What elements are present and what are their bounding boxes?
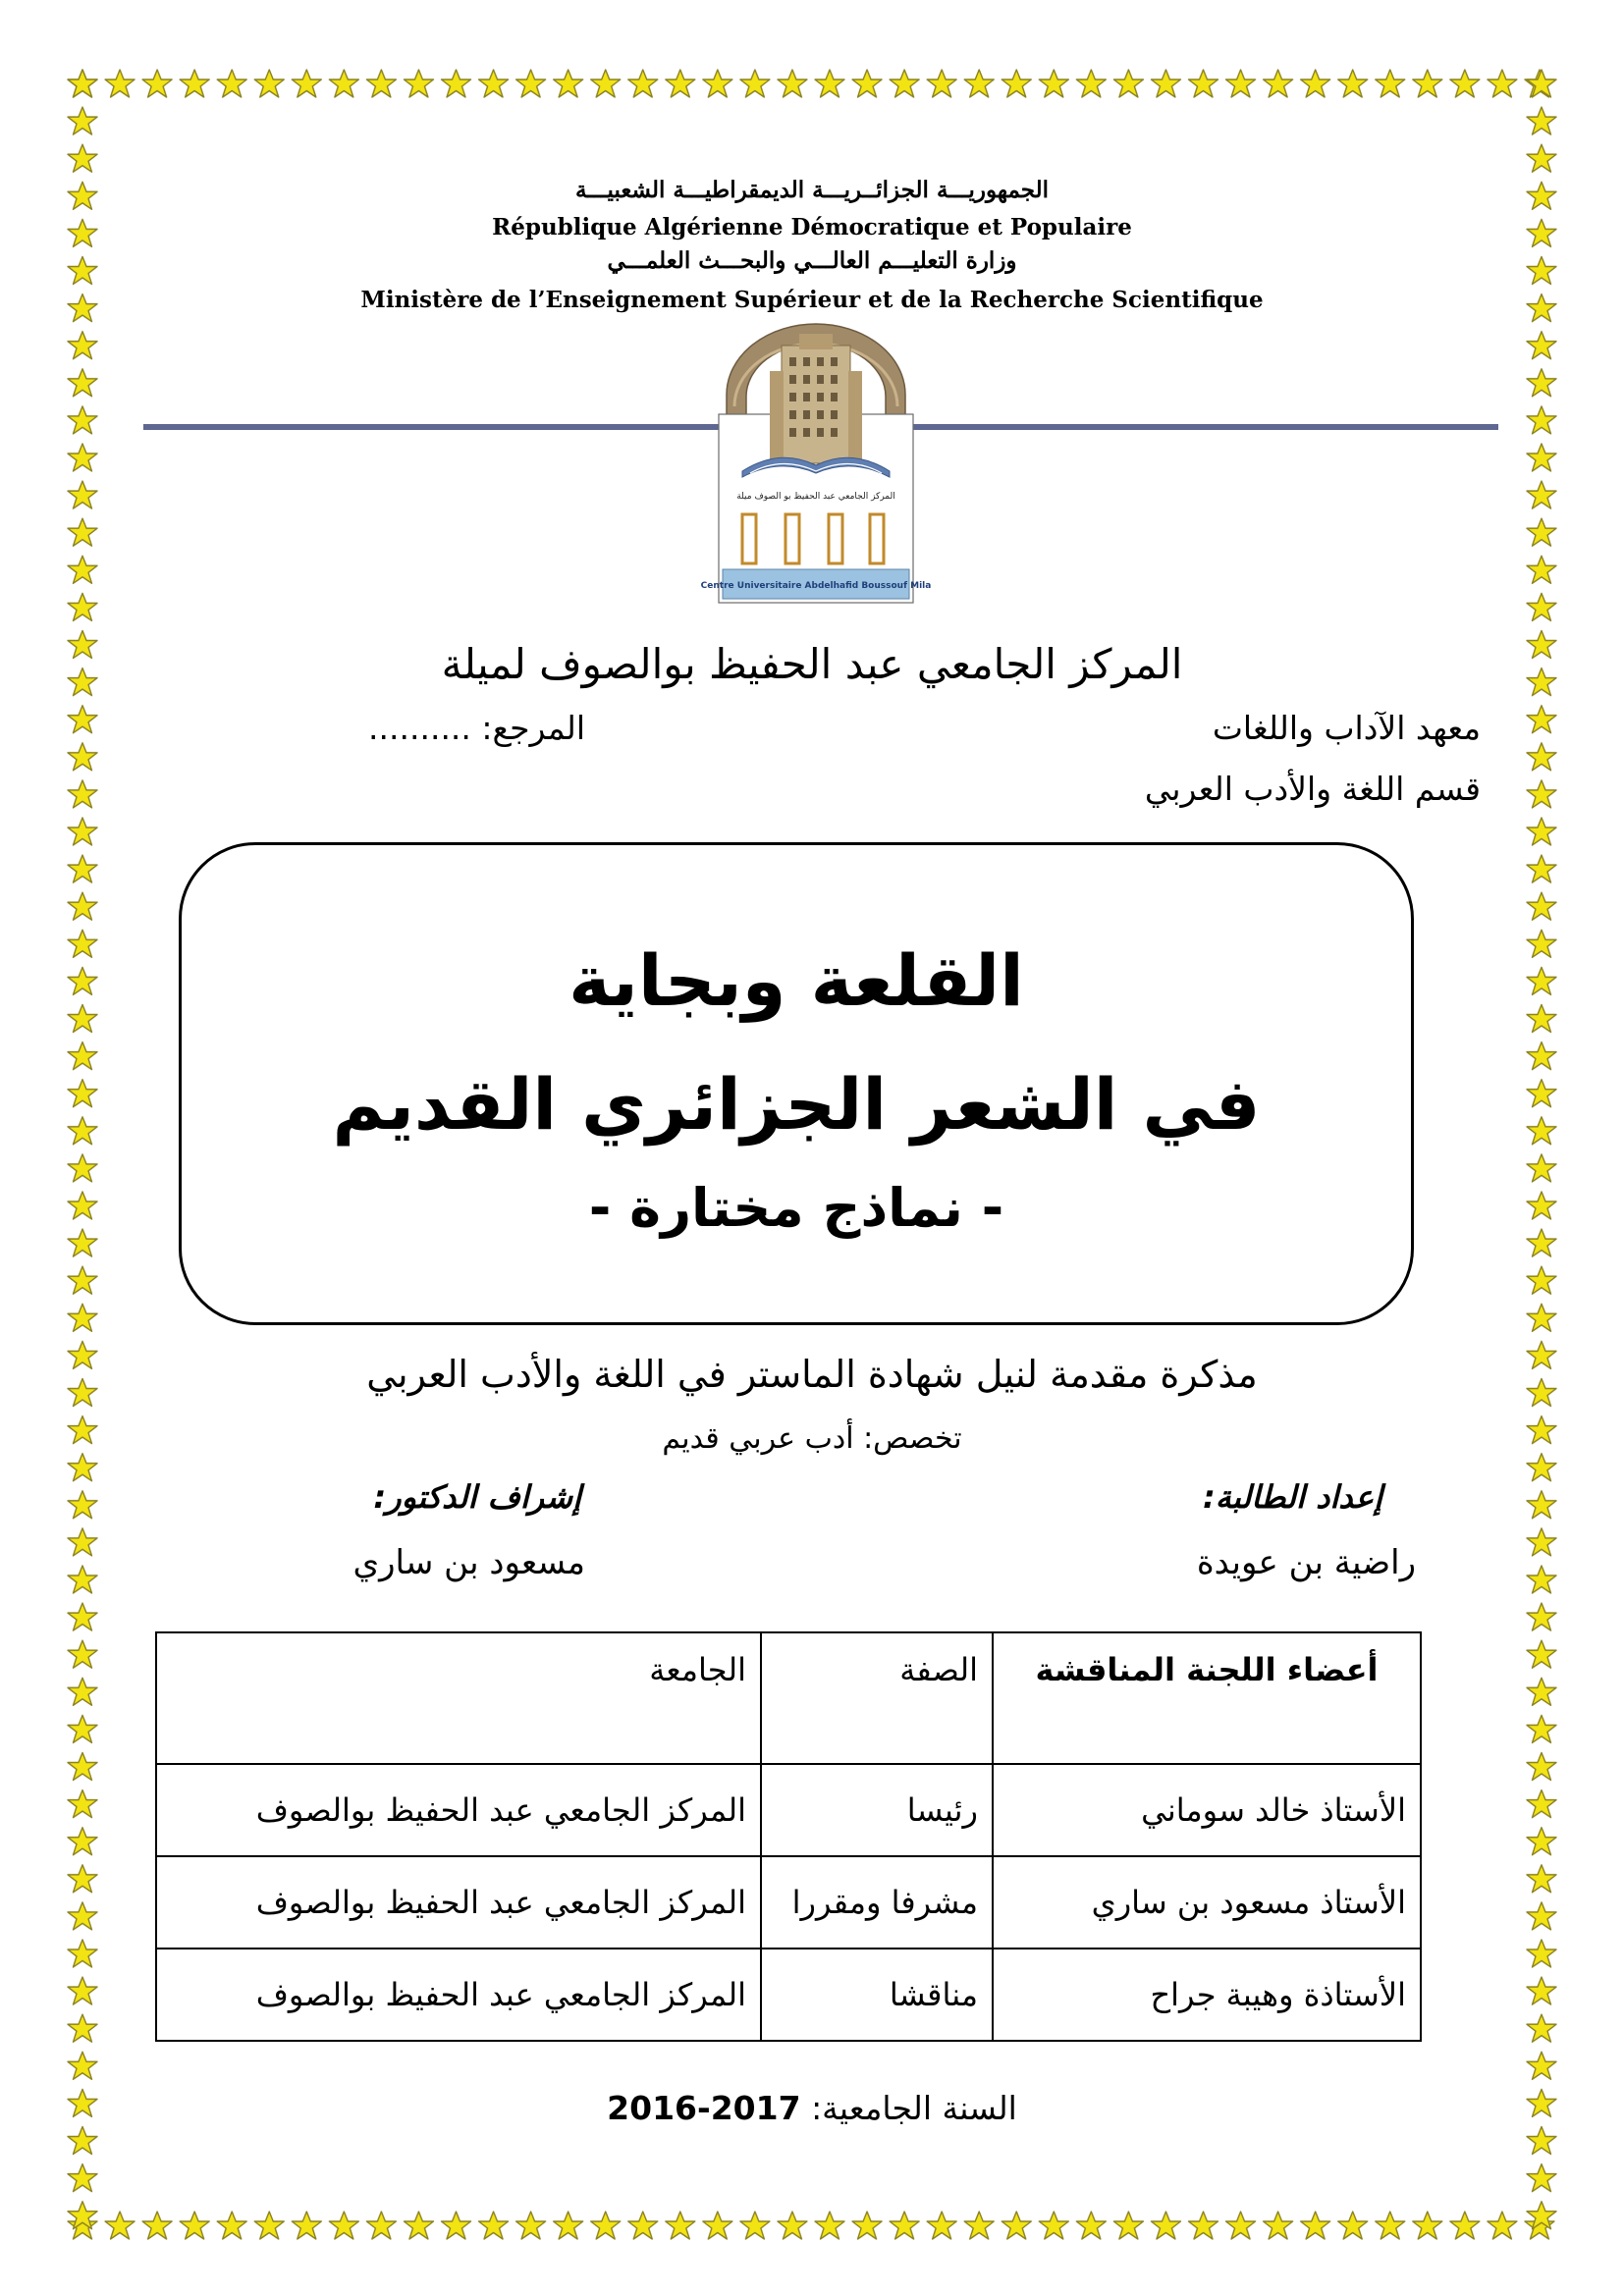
thesis-title-box <box>179 842 1414 1325</box>
institute-name: معهد الآداب واللغات <box>1212 709 1481 747</box>
committee-header-row <box>156 1632 1421 1764</box>
member-university: المركز الجامعي عبد الحفيظ بوالصوف <box>156 1856 761 1949</box>
department-name: قسم اللغة والأدب العربي <box>1144 770 1481 808</box>
student-label: إعداد الطالبة: <box>1202 1478 1382 1516</box>
committee-table <box>155 1631 1422 2042</box>
member-role: رئيسا <box>761 1764 993 1856</box>
table-row <box>156 1764 1421 1856</box>
committee-header-members: أعضاء اللجنة المناقشة <box>993 1632 1421 1764</box>
student-name: راضية بن عويدة <box>1196 1543 1416 1582</box>
member-name: الأستاذة وهيبة جراح <box>993 1949 1421 2041</box>
reference-label: المرجع: .......... <box>368 709 585 747</box>
academic-year-value: 2016-2017 <box>607 2089 801 2127</box>
thesis-title-line-1: القلعة وبجاية <box>568 939 1024 1022</box>
star-border-bottom <box>65 2209 1559 2244</box>
table-row <box>156 1856 1421 1949</box>
member-name: الأستاذ مسعود بن ساري <box>993 1856 1421 1949</box>
star-border-bottom-icon <box>65 2209 1559 2244</box>
star-border-top-icon <box>65 67 1559 102</box>
thesis-subtitle: - نماذج مختارة - <box>588 1177 1004 1239</box>
academic-year-label: السنة الجامعية: <box>811 2089 1017 2127</box>
member-role: مناقشا <box>761 1949 993 2041</box>
star-border-left <box>65 67 100 2236</box>
university-logo <box>700 312 932 605</box>
star-border-right <box>1524 67 1559 2236</box>
table-row <box>156 1949 1421 2041</box>
supervisor-label: إشراف الدكتور: <box>373 1478 581 1516</box>
star-border-right-icon <box>1524 67 1559 2236</box>
ministry-french: Ministère de l’Enseignement Supérieur et de la Recherche Scientifique <box>360 287 1264 313</box>
member-role: مشرفا ومقررا <box>761 1856 993 1949</box>
logo-banner-text: Centre Universitaire Abdelhafid Boussouf Mila <box>700 581 932 591</box>
star-border-left-icon <box>65 67 100 2236</box>
committee-header-university: الجامعة <box>156 1632 761 1764</box>
supervisor-name: مسعود بن ساري <box>352 1543 585 1582</box>
logo-arabic-caption: المركز الجامعي عبد الحفيظ بو الصوف ميلة <box>736 492 895 502</box>
republic-arabic: الجمهوريـــة الجزائــريـــة الديمقراطيـــة الشعبيـــة <box>574 177 1050 203</box>
committee-header-role: الصفة <box>761 1632 993 1764</box>
specialty: تخصص: أدب عربي قديم <box>662 1421 962 1456</box>
republic-french: République Algérienne Démocratique et Populaire <box>492 214 1132 240</box>
university-logo-icon <box>700 312 932 605</box>
member-name: الأستاذ خالد سوماني <box>993 1764 1421 1856</box>
thesis-title-line-2: في الشعر الجزائري القديم <box>332 1063 1261 1146</box>
ministry-arabic: وزارة التعليـــم العالـــي والبحـــث العلمـــي <box>607 247 1017 274</box>
degree-description: مذكرة مقدمة لنيل شهادة الماستر في اللغة والأدب العربي <box>366 1353 1258 1396</box>
star-border-top <box>65 67 1559 102</box>
academic-year <box>0 2089 1624 2127</box>
center-name: المركز الجامعي عبد الحفيظ بوالصوف لميلة <box>441 640 1183 688</box>
member-university: المركز الجامعي عبد الحفيظ بوالصوف <box>156 1949 761 2041</box>
member-university: المركز الجامعي عبد الحفيظ بوالصوف <box>156 1764 761 1856</box>
